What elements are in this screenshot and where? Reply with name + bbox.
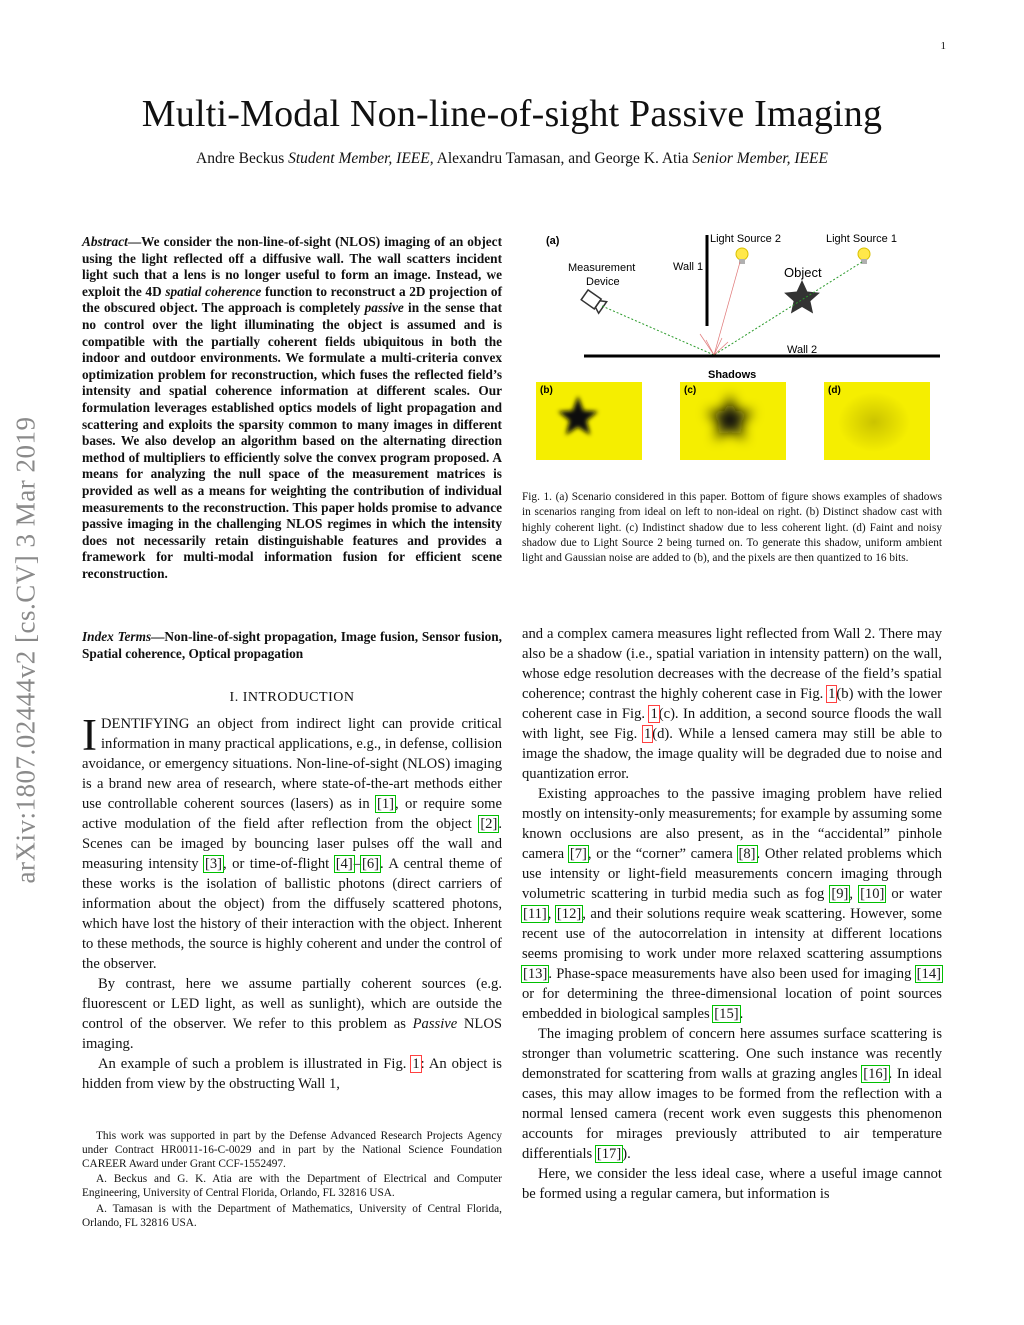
footnote-affiliation-2: A. Tamasan is with the Department of Mathematics, University of Central Florida, Orlando, FL 32816 USA. bbox=[82, 1202, 502, 1229]
citation-link[interactable]: [17] bbox=[596, 1146, 622, 1162]
wall-1-label: Wall 1 bbox=[673, 261, 704, 273]
figure-label-c: (c) bbox=[684, 385, 697, 396]
figure-label-b: (b) bbox=[540, 385, 553, 396]
right-p2-i: or for determining the three-dimensional location of point sources embedded in biological samples bbox=[522, 986, 942, 1022]
citation-link[interactable]: [15] bbox=[714, 1006, 739, 1022]
intro-p1-d: , or time-of-flight bbox=[223, 856, 335, 872]
right-p3-c: ). bbox=[622, 1146, 631, 1162]
introduction-text bbox=[82, 710, 503, 1094]
figure-1-caption: Fig. 1. (a) Scenario considered in this paper. Bottom of figure shows examples of shadows in scenarios ranging from ideal on left to non-ideal on right. (b) Distinct shadow cast with highly coherent light. (c) Indistinct shadow due to less coherent light. (d) Faint and noisy shadow due to Light Source 2 being turned on. To generate this shadow, uniform ambient light and Gaussian noise are added to (b), and the pixels are then quantized to 16 bits. bbox=[522, 491, 942, 565]
citation-link[interactable]: [11] bbox=[523, 906, 547, 922]
author-beckus-role: Student Member, IEEE, bbox=[288, 150, 434, 167]
right-p2-e: or water bbox=[885, 886, 942, 902]
intro-p2-b: NLOS imaging. bbox=[82, 1016, 502, 1052]
camera-icon bbox=[581, 289, 607, 313]
citation-link[interactable]: [3] bbox=[205, 856, 223, 872]
footnotes bbox=[82, 1130, 502, 1233]
right-p2-h: . Phase-space measurements have also been used for imaging bbox=[548, 966, 916, 982]
section-heading-introduction: I. INTRODUCTION bbox=[229, 690, 355, 705]
footnote-affiliation-1: A. Beckus and G. K. Atia are with the Department of Electrical and Computer Engineering, University of Central Florida, Orlando, FL 32816 USA. bbox=[82, 1173, 502, 1200]
figure-link[interactable]: 1 bbox=[412, 1056, 420, 1072]
paper-title: Multi-Modal Non-line-of-sight Passive Imaging bbox=[141, 93, 883, 135]
shadow-faint bbox=[838, 392, 910, 452]
star-object bbox=[784, 280, 820, 314]
lightbulb-icon bbox=[858, 248, 870, 264]
right-p4: Here, we consider the less ideal case, where a useful image cannot be formed using a regular camera, but information is bbox=[522, 1166, 942, 1202]
intro-p2-italic: Passive bbox=[412, 1016, 458, 1032]
abstract bbox=[82, 234, 502, 582]
abstract-text-3: in the sense that no control over the light illuminating the object is assumed and is compatible with the partially coherent fields ubiquitous in both the indoor and outdoor environments. We formulate a multi-criteria convex optimization problem for reconstruction, which fuses the reflected field’s intensity and spatial coherence information at different scales. Our formulation leverages established optics models of light propagation and scattering and exploits the sparsity common to many images in different bases. We also develop an algorithm based on the alternating direction method of multipliers to efficiently solve the convex program proposed. A means for analyzing the null space of the measurement matrices is provided as well as a means for weighting the contribution of individual measurements to the reconstruction. This paper holds promise to advance passive imaging in the challenging NLOS regimes in which the intensity does not necessarily retain distinguishable features and provides a framework for multi-modal information fusion for efficient scene reconstruction. bbox=[82, 300, 502, 581]
object-label: Object bbox=[784, 265, 822, 280]
shadows-label: Shadows bbox=[708, 369, 757, 381]
citation-link[interactable]: [16] bbox=[863, 1066, 888, 1082]
right-p3-b: . In ideal cases, this may allow images to be formed from the reflection with a normal lensed camera (recent work even suggests this phenomenon accounts for mirages previously attributed to air temperature differentials bbox=[522, 1066, 942, 1162]
author-tamasan-atia: Alexandru Tamasan, and George K. Atia bbox=[436, 150, 689, 167]
lightbulb-icon bbox=[736, 248, 748, 264]
figure-1 bbox=[522, 230, 942, 460]
right-p2-d: , bbox=[849, 886, 860, 902]
arxiv-stamp-text[interactable]: arXiv:1807.02444v2 [cs.CV] 3 Mar 2019 bbox=[10, 416, 41, 884]
right-p1-a: and a complex camera measures light reflected from Wall 2. There may also be a shadow (i.e., spatial variation in intensity pattern) on the wall, whose edge resolution decreases with the decrease of the field’s spatial coherence; contrast the highly coherent case in Fig. bbox=[522, 626, 942, 702]
abstract-italic-1: spatial coherence bbox=[165, 283, 262, 299]
page-number: 1 bbox=[940, 40, 946, 52]
footnote-funding: This work was supported in part by the Defense Advanced Research Projects Agency under Contract HR0011-16-C-0029 and in part by the National Science Foundation CAREER Award under Grant CCF-1552497. bbox=[82, 1130, 502, 1170]
right-p2-a: Existing approaches to the passive imaging problem have relied mostly on intensity-only measurements; for example by assuming some known occlusions are also present, as in the “accidental” pinhole camera bbox=[522, 786, 942, 862]
abstract-italic-2: passive bbox=[364, 300, 404, 316]
citation-link[interactable]: [7] bbox=[569, 846, 587, 862]
author-line bbox=[0, 150, 1024, 168]
intro-p1-e: . A central theme of these works is the isolation of ballistic photons (direct carriers of information about the object) from the diffusely scattered photons, which have lost the history of their interaction with the object. Inherent to these methods, the source is highly coherent and under the control of the observer. bbox=[82, 856, 503, 972]
right-p1-d: (d). While a lensed camera may still be able to image the shadow, the image quality will be degraded due to noise and quantization error. bbox=[522, 726, 942, 782]
right-p1-c: (c). In addition, a second source floods the wall with light, see Fig. bbox=[522, 706, 942, 742]
shadow-panel-c bbox=[680, 382, 786, 460]
intro-p1-a: DENTIFYING an object from indirect light can provide critical information in many practical applications, e.g., in defense, collision avoidance, or emergency situations. Non-line-of-sight (NLOS) imaging is a brand new area of research, where state-of-the-art methods either use controllable coherent sources (lasers) as in bbox=[82, 716, 502, 812]
measurement-label: Measurement bbox=[568, 262, 636, 274]
citation-link[interactable]: [6] bbox=[362, 856, 380, 872]
author-beckus: Andre Beckus bbox=[196, 150, 285, 167]
right-p3-a: The imaging problem of concern here assumes surface scattering is stronger than volumetric scattering. One such instance was recently demonstrated for scattering from walls at grazing angles bbox=[522, 1026, 942, 1082]
right-p2-f: , bbox=[547, 906, 556, 922]
ray-to-camera bbox=[602, 306, 714, 355]
device-label: Device bbox=[586, 276, 620, 288]
figure-label-d: (d) bbox=[828, 385, 841, 396]
citation-link[interactable]: [9] bbox=[831, 886, 849, 902]
figure-1-diagram bbox=[522, 230, 942, 460]
index-terms-text: —Non-line-of-sight propagation, Image fusion, Sensor fusion, Spatial coherence, Optical propagation bbox=[82, 629, 502, 661]
arxiv-stamp bbox=[8, 365, 44, 935]
intro-p2-a: By contrast, here we assume partially coherent sources (e.g. fluorescent or LED light, as well as sunlight), which are outside the control of the observer. We refer to this problem as bbox=[82, 976, 502, 1032]
abstract-text-2: function to reconstruct a 2D projection of the obscured object. The approach is completely bbox=[82, 283, 503, 316]
citation-link[interactable]: [1] bbox=[377, 796, 395, 812]
index-terms bbox=[82, 628, 502, 662]
author-atia-role: Senior Member, IEEE bbox=[692, 150, 828, 167]
dropcap: I bbox=[82, 710, 97, 760]
figure-link[interactable]: 1 bbox=[828, 686, 836, 702]
abstract-text-1: —We consider the non-line-of-sight (NLOS) imaging of an object using the light reflected off a diffusive wall. The wall scatters incident light such that a lens is no longer useful to form an image. Instead, we exploit the 4D bbox=[82, 234, 502, 299]
light-source-2-label: Light Source 2 bbox=[710, 233, 781, 245]
intro-p3-b: : An object is hidden from view by the obstructing Wall 1, bbox=[82, 1056, 502, 1092]
citation-link[interactable]: [2] bbox=[480, 816, 498, 832]
intro-p1-c: . Scenes can be imaged by bouncing laser pulses off the wall and measuring intensity bbox=[82, 816, 502, 872]
intro-p1-b: , or require some active modulation of the field after reflection from the object bbox=[82, 796, 502, 832]
right-p2-b: , or the “corner” camera bbox=[587, 846, 738, 862]
citation-link[interactable]: [10] bbox=[860, 886, 885, 902]
figure-label-a: (a) bbox=[546, 235, 560, 247]
shadow-panel-d bbox=[824, 382, 930, 460]
right-column-text bbox=[522, 624, 942, 1204]
wall-2-label: Wall 2 bbox=[787, 344, 818, 356]
citation-link[interactable]: [13] bbox=[523, 966, 548, 982]
citation-link[interactable]: [8] bbox=[738, 846, 756, 862]
intro-p3-a: An example of such a problem is illustrated in Fig. bbox=[98, 1056, 412, 1072]
citation-link[interactable]: [12] bbox=[556, 906, 582, 922]
citation-link[interactable]: [14] bbox=[916, 966, 941, 982]
right-p1-b: (b) with the lower coherent case in Fig. bbox=[522, 686, 942, 722]
figure-link[interactable]: 1 bbox=[643, 726, 652, 742]
right-p2-g: , and their solutions require weak scattering. However, some recent use of the autocorrelation in intensity at different locations seems promising to work under more relaxed scattering assumptions bbox=[522, 906, 942, 962]
figure-link[interactable]: 1 bbox=[650, 706, 658, 722]
light-source-1-label: Light Source 1 bbox=[826, 233, 897, 245]
right-p2-c: . Other related problems which use intensity or light-field measurements concern imaging through volumetric scattering in turbid media such as fog bbox=[522, 846, 942, 902]
right-p2-j: . bbox=[739, 1006, 744, 1022]
shadow-panel-b bbox=[536, 382, 642, 460]
abstract-lead: Abstract bbox=[82, 234, 128, 249]
citation-dash: – bbox=[353, 856, 362, 872]
index-terms-lead: Index Terms bbox=[82, 629, 152, 644]
citation-link[interactable]: [4] bbox=[335, 856, 353, 872]
